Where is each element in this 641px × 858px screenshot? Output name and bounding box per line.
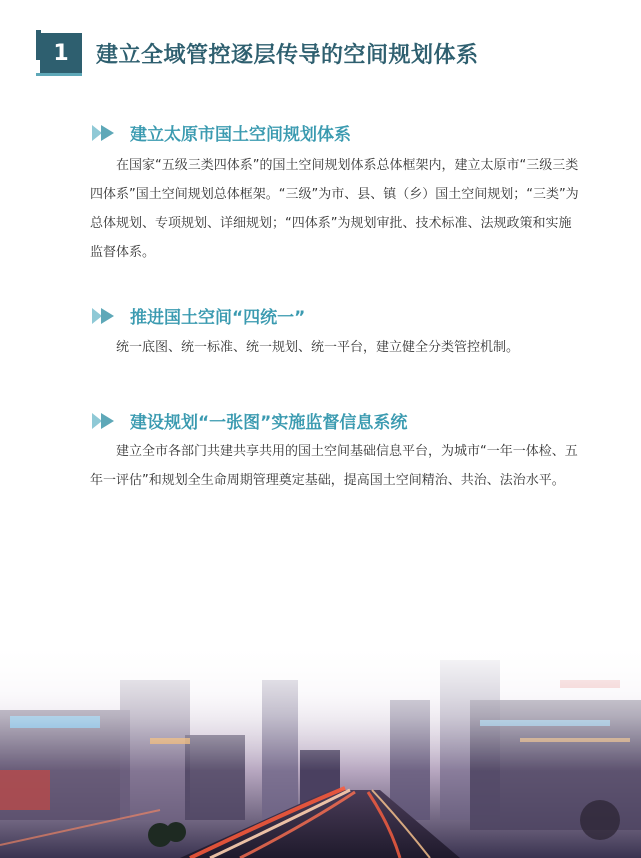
double-arrow-icon (92, 125, 120, 141)
section-2-body: 统一底图、统一标准、统一规划、统一平台，建立健全分类管控机制。 (116, 340, 520, 355)
double-arrow-icon (92, 413, 120, 429)
city-night-photo (0, 640, 641, 858)
page-title: 建立全域管控逐层传导的空间规划体系 (96, 42, 479, 68)
section-header (40, 33, 479, 73)
section-2-heading (92, 303, 305, 328)
section-number-badge: 1 (40, 33, 82, 73)
section-1-title: 建立太原市国土空间规划体系 (130, 125, 351, 145)
section-3-title: 建设规划“一张图”实施监督信息系统 (130, 413, 408, 433)
section-1-heading (92, 120, 351, 145)
city-skyline-illustration (0, 640, 641, 858)
section-3-body: 建立全市各部门共建共享共用的国土空间基础信息平台，为城市“一年一体检、五年一评估”和规划全生命周期管理奠定基础，提高国土空间精治、共治、法治水平。 (90, 444, 578, 488)
section-3-heading (92, 408, 407, 433)
section-1-body: 在国家“五级三类四体系”的国土空间规划体系总体框架内，建立太原市“三级三类四体系”国土空间规划总体框架。“三级”为市、县、镇（乡）国土空间规划；“三类”为总体规划、专项规划、详细规划；“四体系”为规划审批、技术标准、法规政策和实施监督体系。 (90, 158, 579, 260)
double-arrow-icon (92, 308, 120, 324)
section-2-title: 推进国土空间“四统一” (130, 308, 306, 328)
